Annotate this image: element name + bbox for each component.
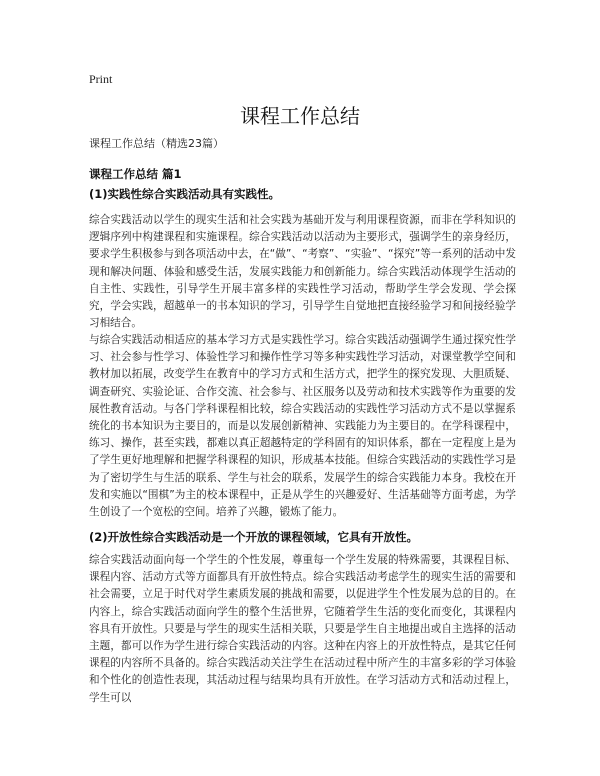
paragraph: 综合实践活动面向每一个学生的个性发展，尊重每一个学生发展的特殊需要，其课程目标、课程内容、活动方式等方面都具有开放性特点。综合实践活动考虑学生的现实生活的需要和社会需要，立足于时代对学生素质发展的挑战和需要，以促进学生个性发展为总的目的。在内容上，综合实践活动面向学生的整个生活世界，它随着学生生活的变化而变化，其课程内容具有开放性。只要是与学生的现实生活相关联，只要是学生自主地提出或自主选择的活动主题，都可以作为学生进行综合实践活动的内容。这种在内容上的开放性特点，是其它任何课程的内容所不具备的。综合实践活动关注学生在活动过程中所产生的丰富多彩的学习体验和个性化的创造性表现，其活动过程与结果均具有开放性。在学习活动方式和活动过程上，学生可以 [89,554,516,704]
heading-openness: (2)开放性综合实践活动是一个开放的课程领域，它具有开放性。 [89,530,419,544]
document-subtitle: 课程工作总结（精选23篇） [89,137,224,150]
page-title: 课程工作总结 [240,104,360,128]
paragraph: 与综合实践活动相适应的基本学习方式是实践性学习。综合实践活动强调学生通过探究性学习、社会参与性学习、体验性学习和操作性学习等多种实践性学习活动，对课堂教学空间和教材加以拓展，改变学生在教育中的学习方式和生活方式，把学生的探究发现、大胆质疑、调查研究、实验论证、合作交流、社会参与、社区服务以及劳动和技术实践等作为重要的发展性教育活动。与各门学科课程相比较，综合实践活动的实践性学习活动方式不是以掌握系统化的书本知识为主要目的，而是以发展创新精神、实践能力为主要目的。在学科课程中，练习、操作，甚至实践，都难以真正超越特定的学科固有的知识体系，都在一定程度上是为了学生更好地理解和把握学科课程的知识，形成基本技能。但综合实践活动的实践性学习是为了密切学生与生活的联系、学生与社会的联系，发展学生的综合实践能力本身。我校在开发和实施以“围棋”为主的校本课程中，正是从学生的兴趣爱好、生活基础等方面考虑，为学生创设了一个宽松的空间。培养了兴趣，锻炼了能力。 [89,334,516,519]
section-title: 课程工作总结 篇1 [89,167,182,181]
print-link[interactable]: Print [89,72,113,86]
heading-practicality: (1)实践性综合实践活动具有实践性。 [89,187,281,201]
paragraph: 综合实践活动以学生的现实生活和社会实践为基础开发与利用课程资源，而非在学科知识的逻辑序列中构建课程和实施课程。综合实践活动以活动为主要形式，强调学生的亲身经历，要求学生积极参与到各项活动中去，在“做”、“考察”、“实验”、“探究”等一系列的活动中发现和解决问题、体验和感受生活，发展实践能力和创新能力。综合实践活动体现学生活动的自主性、实践性，引导学生开展丰富多样的实践性学习活动，帮助学生学会发现、学会探究，学会实践，超越单一的书本知识的学习，引导学生自觉地把直接经验学习和间接经验学习相结合。 [89,214,516,330]
